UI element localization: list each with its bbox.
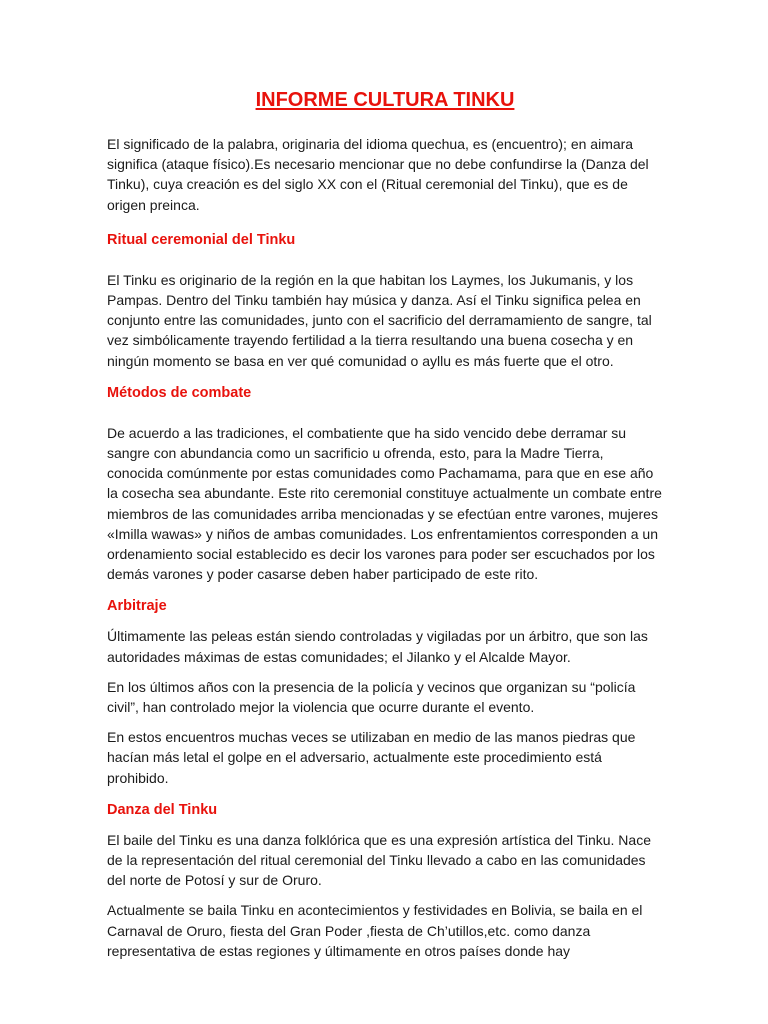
- document-page: [107, 88, 663, 961]
- section-heading-arbitraje: Arbitraje: [107, 598, 167, 615]
- section-danza-paragraph-2: Actualmente se baila Tinku en acontecimientos y festividades en Bolivia, se baila en el Carnaval de Oruro, fiesta del Gran Poder ,fiesta de Ch’utillos,etc. como danza representativa de estas regiones y últimamente en otros países donde hay: [107, 902, 643, 959]
- intro-paragraph: El significado de la palabra, originaria del idioma quechua, es (encuentro); en aimara significa (ataque físico).Es necesario mencionar que no debe confundirse la (Danza del Tinku), cuya creación es del siglo XX con el (Ritual ceremonial del Tinku), que es de origen preinca.: [107, 136, 649, 213]
- section-arbitraje-paragraph-2: En los últimos años con la presencia de la policía y vecinos que organizan su “policía civil”, han controlado mejor la violencia que ocurre durante el evento.: [107, 678, 636, 716]
- section-heading-danza: Danza del Tinku: [107, 801, 218, 818]
- section-danza-paragraph-1: El baile del Tinku es una danza folklórica que es una expresión artística del Tinku. Nace de la representación del ritual ceremonial del Tinku llevado a cabo en las comunidades del norte de Potosí y sur de Oruro.: [107, 831, 651, 889]
- section-heading-combate: Métodos de combate: [107, 384, 252, 401]
- section-ritual-paragraph: El Tinku es originario de la región en la que habitan los Laymes, los Jukumanis, y los Pampas. Dentro del Tinku también hay música y danza. Así el Tinku significa pelea en conjunto entre las comunidades, junto con el sacrificio del derramamiento de sangre, tal vez simbólicamente trayendo fertilidad a la tierra resultando una buena cosecha y en ningún momento se basa en ver qué comunidad o ayllu es más fuerte que el otro.: [107, 271, 652, 369]
- document-title: INFORME CULTURA TINKU: [255, 89, 515, 111]
- section-arbitraje-paragraph-3: En estos encuentros muchas veces se utilizaban en medio de las manos piedras que hacían más letal el golpe en el adversario, actualmente este procedimiento está prohibido.: [107, 729, 636, 786]
- section-heading-ritual: Ritual ceremonial del Tinku: [107, 231, 296, 248]
- section-arbitraje-paragraph-1: Últimamente las peleas están siendo controladas y vigiladas por un árbitro, que son las autoridades máximas de estas comunidades; el Jilanko y el Alcalde Mayor.: [107, 628, 648, 665]
- section-combate-paragraph: De acuerdo a las tradiciones, el combatiente que ha sido vencido debe derramar su sangre con abundancia como un sacrificio u ofrenda, esto, para la Madre Tierra, conocida comúnmente por estas comunidades como Pachamama, para que en ese año la cosecha sea abundante. Este rito ceremonial constituye actualmente un combate entre miembros de las comunidades arriba mencionadas y se efectúan entre varones, mujeres «Imilla wawas» y niños de ambas comunidades. Los enfrentamientos corresponden a un ordenamiento social establecido es decir los varones para poder ser escuchados por los demás varones y poder casarse deben haber participado de este rito.: [107, 424, 662, 583]
